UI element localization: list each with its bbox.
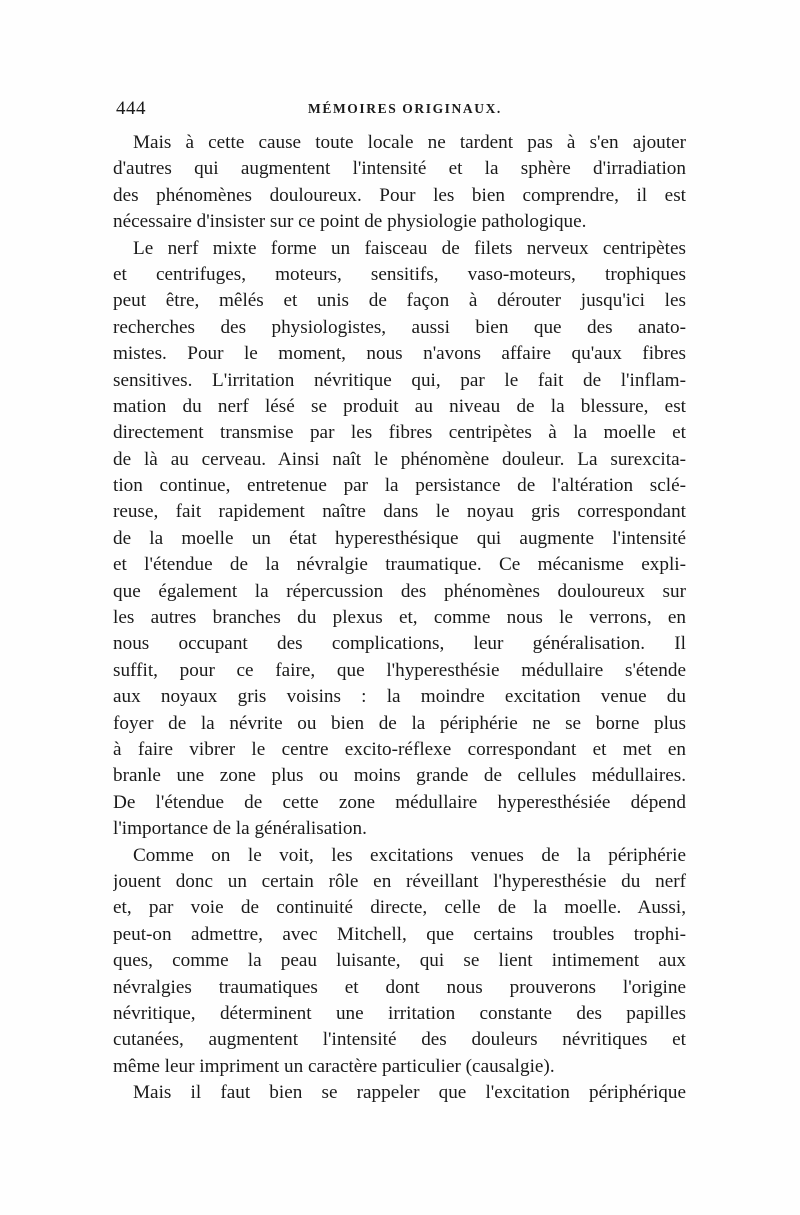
page-number: 444: [116, 98, 146, 119]
text-line: tion continue, entretenue par la persistance de l'altération sclé-: [113, 475, 686, 497]
text-line: Mais à cette cause toute locale ne tardent pas à s'en ajouter: [133, 132, 686, 153]
text-line: recherches des physiologistes, aussi bien que des anato-: [113, 316, 686, 338]
text-line: et l'étendue de la névralgie traumatique. Ce mécanisme expli-: [113, 554, 686, 576]
text-line: et centrifuges, moteurs, sensitifs, vaso-moteurs, trophiques: [113, 263, 686, 285]
text-line: nécessaire d'insister sur ce point de physiologie pathologique.: [113, 211, 587, 233]
text-line: névralgies traumatiques et dont nous prouverons l'origine: [113, 976, 686, 998]
text-line: et, par voie de continuité directe, celle de la moelle. Aussi,: [113, 897, 686, 919]
text-line: de la moelle un état hyperesthésique qui augmente l'intensité: [113, 527, 686, 549]
page-header: [116, 98, 686, 122]
text-line: Mais il faut bien se rappeler que l'excitation périphérique: [133, 1082, 686, 1104]
text-line: mation du nerf lésé se produit au niveau de la blessure, est: [113, 395, 686, 417]
text-line: sensitives. L'irritation névritique qui, par le fait de l'inflam-: [113, 369, 686, 391]
text-line: directement transmise par les fibres centripètes à la moelle et: [113, 422, 686, 444]
text-line: névritique, déterminent une irritation constante des papilles: [113, 1002, 686, 1024]
text-line: de là au cerveau. Ainsi naît le phénomène douleur. La surexcita-: [113, 448, 686, 470]
text-line: même leur impriment un caractère particulier (causalgie).: [113, 1055, 555, 1077]
text-line: jouent donc un certain rôle en réveillant l'hyperesthésie du nerf: [113, 870, 686, 892]
text-line: l'importance de la généralisation.: [113, 818, 367, 840]
text-line: peut-on admettre, avec Mitchell, que certains troubles trophi-: [113, 923, 686, 945]
text-line: Le nerf mixte forme un faisceau de filets nerveux centripètes: [133, 237, 686, 259]
text-line: nous occupant des complications, leur généralisation. Il: [113, 633, 686, 655]
text-line: Comme on le voit, les excitations venues de la périphérie: [133, 844, 686, 866]
text-line: les autres branches du plexus et, comme nous le verrons, en: [113, 607, 686, 629]
text-line: branle une zone plus ou moins grande de cellules médullaires.: [113, 765, 686, 787]
text-line: ques, comme la peau luisante, qui se lient intimement aux: [113, 950, 686, 972]
text-line: que également la répercussion des phénomènes douloureux sur: [113, 580, 686, 602]
text-line: De l'étendue de cette zone médullaire hyperesthésiée dépend: [113, 791, 686, 813]
body-text: [113, 130, 686, 1106]
text-line: foyer de la névrite ou bien de la périphérie ne se borne plus: [113, 712, 686, 734]
text-line: peut être, mêlés et unis de façon à dérouter jusqu'ici les: [113, 290, 686, 312]
text-line: mistes. Pour le moment, nous n'avons affaire qu'aux fibres: [113, 343, 686, 365]
text-line: cutanées, augmentent l'intensité des douleurs névritiques et: [113, 1029, 686, 1051]
running-head: MÉMOIRES ORIGINAUX.: [308, 101, 502, 116]
text-line: d'autres qui augmentent l'intensité et la sphère d'irradiation: [113, 158, 686, 180]
text-line: à faire vibrer le centre excito-réflexe correspondant et met en: [113, 738, 686, 760]
text-line: aux noyaux gris voisins : la moindre excitation venue du: [113, 686, 686, 708]
text-line: suffit, pour ce faire, que l'hyperesthésie médullaire s'étende: [113, 659, 686, 681]
text-line: reuse, fait rapidement naître dans le noyau gris correspondant: [113, 501, 686, 523]
text-line: des phénomènes douloureux. Pour les bien comprendre, il est: [113, 184, 686, 206]
